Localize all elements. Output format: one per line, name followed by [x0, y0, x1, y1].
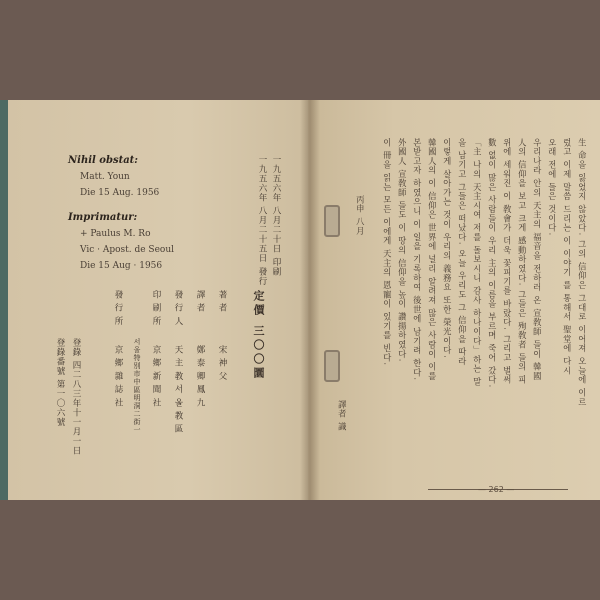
imprimatur-name: + Paulus M. Ro — [80, 229, 151, 239]
colophon-value-printer: 京 鄉 新 聞 社 — [151, 345, 161, 408]
book-gutter — [300, 100, 320, 500]
body-column-2: 렀고 이제 말씀 드리는 이 이야기 를 통해서 聖堂에 다시 — [562, 138, 573, 376]
nihil-obstat-name: Matt. Youn — [80, 172, 130, 182]
ecclesiastical-approval — [68, 155, 228, 271]
colophon-value-distributor: 京 鄉 雜 誌 社 — [113, 345, 123, 408]
colophon-role-translator: 譯 者 — [195, 290, 205, 313]
colophon-value-publisher: 天 主 教 서 울 教 區 — [173, 345, 183, 434]
colophon-role-printer: 印 刷 所 — [151, 290, 161, 326]
body-column-1: 生 命을 잃었지 않았다. 그의 信仰은 그대로 이어져 오늘에 이르 — [577, 138, 588, 407]
registration-number: 登錄番號 第一〇六號 — [55, 338, 65, 428]
book-spread — [8, 100, 600, 500]
body-column-13: 外國人 宣敎師 들도 이 땅의 信仰을 높이 讚揚하였다. — [397, 138, 408, 363]
right-page — [308, 100, 600, 500]
page-number: — 262 — — [478, 485, 515, 494]
colophon-value-translator: 鄭 泰 卿 鳳 九 — [195, 345, 205, 408]
body-column-7: 數 없이 많은 사람들이 우리 主의 이름을 부르며 죽어 갔다. — [487, 138, 498, 389]
imprimatur-date: Die 15 Aug · 1956 — [80, 261, 163, 271]
staple-bottom — [324, 350, 340, 382]
signoff-author: 譯者 識 — [337, 400, 348, 432]
body-column-4: 우리나라 안의 天主의 福音을 전하러 온 宣敎師 들이 韓國 — [532, 138, 543, 381]
imprimatur-heading: Imprimatur: — [68, 212, 138, 223]
left-page — [8, 100, 308, 500]
staple-top — [324, 205, 340, 237]
body-column-10: 이렇게 살아가는 것이 우리의 義務요 또한 榮光이다. — [442, 138, 453, 359]
body-column-12: 본받고자 하였으니 이 일을 기록하여 後世에 남기려 한다. — [412, 138, 423, 381]
body-column-5: 人의 信仰을 보고 크게 感動하였다. 그들은 殉敎者 들의 피 — [517, 138, 528, 385]
colophon-role-publisher: 發 行 人 — [173, 290, 183, 326]
print-date: 一九五六年 八月二十日 印刷 — [271, 155, 281, 277]
registration-date: 登錄 四二八三年十一月一日 — [71, 338, 81, 456]
colophon-role-author: 著 者 — [217, 290, 227, 313]
nihil-obstat-heading: Nihil obstat: — [68, 155, 138, 166]
imprimatur-title: Vic · Apost. de Seoul — [80, 245, 175, 255]
body-column-6: 위에 세워진 이 敎會가 더욱 꽃피기를 바랐다. 그리고 벌써 — [502, 138, 513, 385]
nihil-obstat-date: Die 15 Aug. 1956 — [80, 188, 160, 198]
issue-date: 一九五六年 八月二十五日 發行 — [257, 155, 267, 286]
signoff-date: 丙申 八月 — [355, 195, 366, 236]
body-column-3: 오래 전에 들은 것이다. — [547, 138, 558, 237]
body-column-11: 韓國人의 이 信仰은 世界에 널리 알려져 많은 사람이 이를 — [427, 138, 438, 381]
body-column-9: 을 남기고 그들은 떠났다. 오늘 우리도 그 信仰을 따라 — [457, 138, 468, 367]
body-column-8: 「主 나의 天主시여 저를 돌보시니 감사 하나이다」하는 말 — [472, 138, 483, 387]
body-column-14: 이 冊을 읽는 모든 이에게 天主의 恩寵이 있기를 빈다. — [382, 138, 393, 367]
price: 定價 三〇〇圜 — [252, 290, 265, 381]
colophon-address: 서울特別市中區明洞二街一 — [133, 338, 141, 434]
colophon-value-author: 宋 神 父 — [217, 345, 227, 381]
colophon-role-distributor: 發 行 所 — [113, 290, 123, 326]
